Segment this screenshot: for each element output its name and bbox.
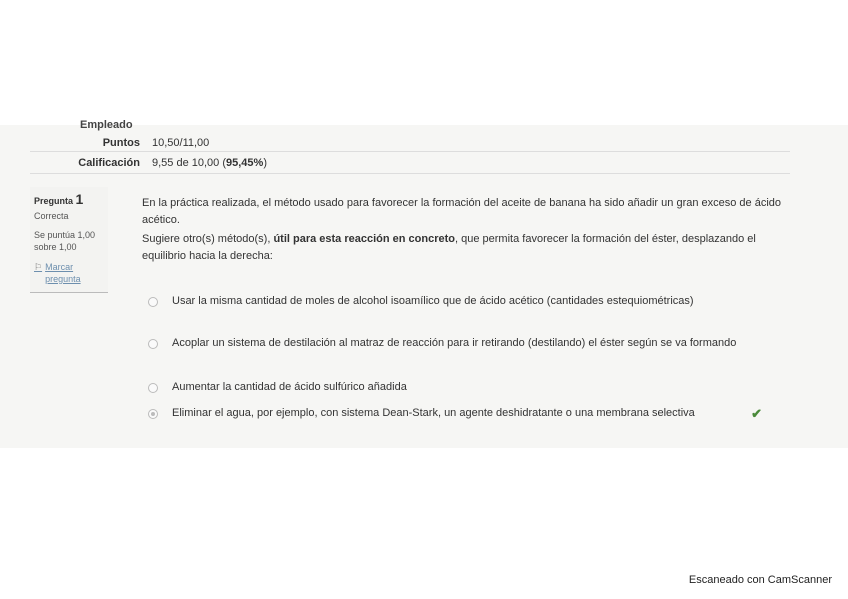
points-label: Puntos [102,137,140,149]
answer-option[interactable] [148,335,772,351]
grade-percent: 95,45% [226,157,264,169]
radio-button[interactable] [148,339,158,349]
scanner-watermark: Escaneado con CamScanner [688,574,832,586]
radio-button[interactable] [148,297,158,307]
quiz-review-screen [0,119,848,448]
answer-text: Acoplar un sistema de destilación al matraz de reacción para ir retirando (destilando) el éster según se va formando [172,337,737,349]
grade-label: Calificación [78,157,140,169]
points-value: 10,50/11,00 [152,137,210,149]
question-title [34,191,108,207]
question-title-label: Pregunta [34,196,74,206]
question-text-span: , que permita favorecer la formación del éster, desplazando el equilibrio hacia la derecha: [142,233,756,262]
question-number: 1 [75,191,84,207]
radio-button-checked[interactable] [148,409,158,419]
grade-row [0,157,400,171]
grade-value-close: ) [263,157,267,169]
answer-option[interactable] [148,379,772,395]
radio-button[interactable] [148,383,158,393]
correct-check-icon: ✔ [751,406,762,421]
divider [30,151,790,152]
answer-option-selected[interactable] [148,405,762,421]
flag-question-label: Marcar pregunta [45,262,81,284]
question-emphasis: útil para esta reacción en concreto [273,233,456,245]
question-info-panel [30,187,108,293]
answer-text: Aumentar la cantidad de ácido sulfúrico añadida [172,381,407,393]
question-grade: Se puntúa 1,00 sobre 1,00 [34,230,96,252]
question-text [142,195,782,267]
truncated-summary-label: Empleado [80,119,133,131]
answer-text: Eliminar el agua, por ejemplo, con sistema Dean-Stark, un agente deshidratante o una membrana selectiva [172,407,695,419]
points-row [0,137,400,151]
question-state: Correcta [34,211,69,221]
flag-question-link[interactable] [34,261,108,285]
divider [30,173,790,174]
question-text-span: Sugiere otro(s) método(s), [142,233,274,245]
grade-value-text: 9,55 de 10,00 ( [152,157,227,169]
answer-text: Usar la misma cantidad de moles de alcohol isoamílico que de ácido acético (cantidades estequiométricas) [172,295,694,307]
question-paragraph: En la práctica realizada, el método usado para favorecer la formación del aceite de banana ha sido añadir un gran exceso de ácido acético. [142,197,782,226]
grade-value [152,157,267,169]
flag-icon: ⚐ [34,262,43,272]
question-paragraph [142,231,782,265]
answer-option[interactable] [148,293,772,309]
